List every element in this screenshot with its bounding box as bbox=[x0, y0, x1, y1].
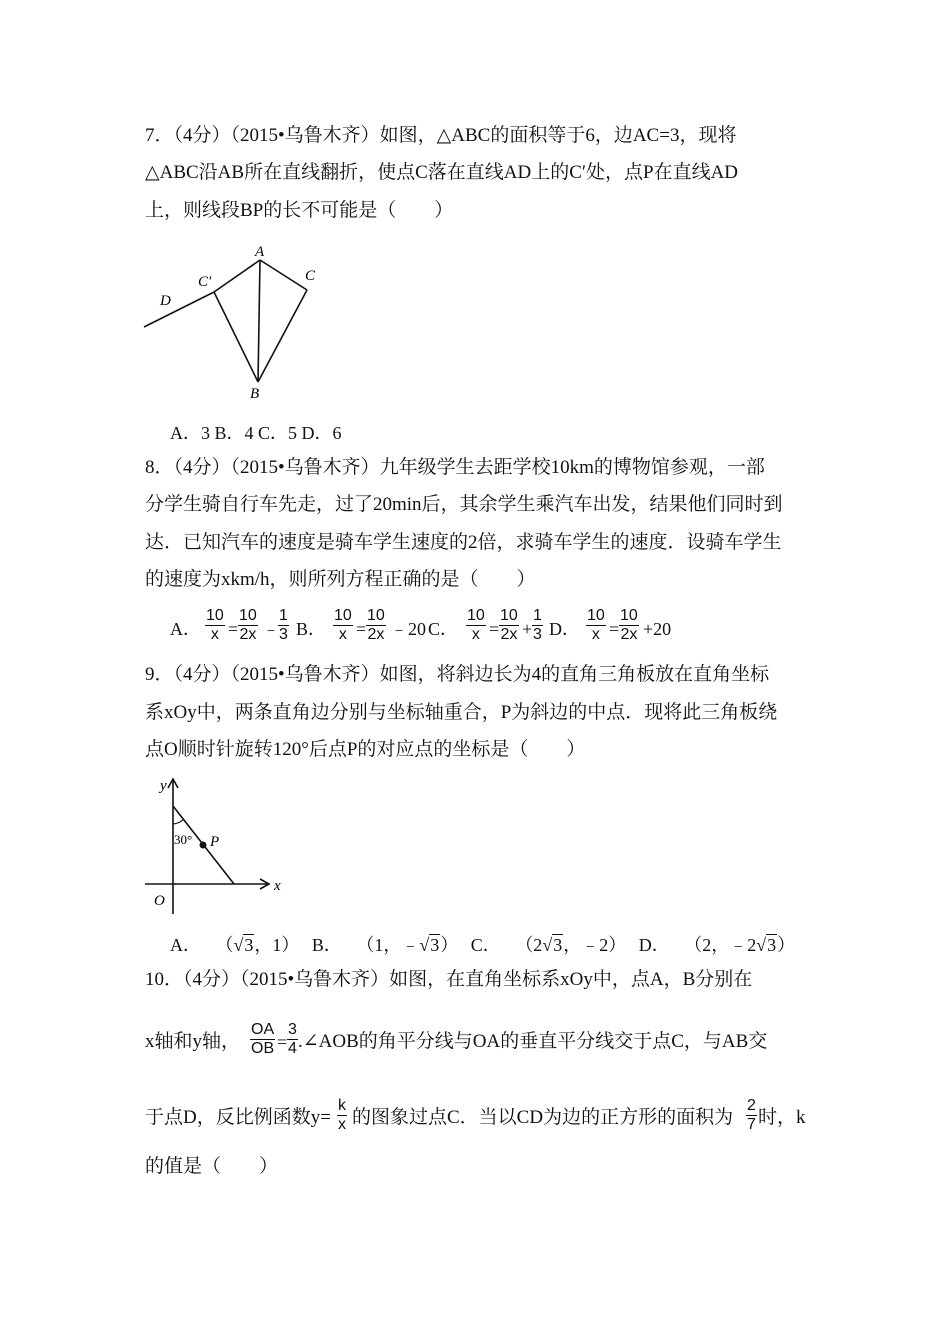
q9-option-c-label[interactable]: C． bbox=[470, 935, 501, 955]
q8-option-a-label[interactable]: A． bbox=[170, 619, 201, 639]
q9-a-open: （ bbox=[215, 935, 234, 955]
q8-a-frac-2: $\frac{10}{2x}$ bbox=[239, 607, 257, 643]
label-o: O bbox=[154, 893, 165, 909]
label-a: A bbox=[255, 244, 265, 260]
label-d: D bbox=[160, 293, 171, 309]
q10-frac-3-4: $\frac{3}{4}$ bbox=[288, 1021, 297, 1057]
label-y: y bbox=[160, 778, 167, 794]
q9-figure bbox=[140, 772, 300, 920]
q8-line-2: 分学生骑自行车先走，过了20min后，其余学生乘汽车出发，结果他们同时到 bbox=[145, 494, 783, 515]
q10-line-3-post: 时，k bbox=[758, 1107, 806, 1128]
q9-b-rest: ） bbox=[440, 935, 459, 955]
segment-cprime-a bbox=[214, 260, 260, 292]
q9-option-d-label[interactable]: D． bbox=[638, 935, 670, 955]
segment-c-b bbox=[258, 290, 307, 382]
q8-b-frac-2: $\frac{10}{2x}$ bbox=[367, 607, 385, 643]
q8-option-c-label[interactable]: C． bbox=[428, 619, 459, 639]
q9-line-2: 系xOy中，两条直角边分别与坐标轴重合，P为斜边的中点．现将此三角板绕 bbox=[145, 702, 778, 723]
q8-d-frac-2: $\frac{10}{2x}$ bbox=[620, 607, 638, 643]
q8-d-eq: = bbox=[609, 619, 620, 639]
q10-eq: = bbox=[277, 1032, 288, 1052]
q8-b-minus-20: ﹣20 bbox=[390, 619, 426, 639]
segment-cprime-b bbox=[214, 292, 258, 382]
q8-c-frac-2: $\frac{10}{2x}$ bbox=[500, 607, 518, 643]
q8-b-frac-1: $\frac{10}{x}$ bbox=[334, 607, 352, 643]
q8-c-frac-3: $\frac{1}{3}$ bbox=[533, 607, 542, 643]
q8-c-eq: = bbox=[489, 619, 500, 639]
q9-option-b-label[interactable]: B． bbox=[311, 935, 342, 955]
label-cprime: C′ bbox=[198, 274, 212, 290]
q8-d-frac-1: $\frac{10}{x}$ bbox=[587, 607, 605, 643]
q9-a-rest: ，1） bbox=[254, 935, 300, 955]
segment-a-c bbox=[260, 260, 307, 290]
q9-c-rest: ，﹣2） bbox=[563, 935, 627, 955]
label-angle: 30° bbox=[174, 832, 193, 847]
label-x: x bbox=[274, 878, 281, 894]
q9-options bbox=[170, 933, 795, 957]
label-p: P bbox=[210, 834, 220, 850]
q7-options[interactable]: A．3 B．4 C．5 D．6 bbox=[170, 423, 342, 443]
q9-b-open: （1，﹣ bbox=[356, 935, 420, 955]
q8-a-frac-1: $\frac{10}{x}$ bbox=[206, 607, 224, 643]
q9-c-sqrt: √3 bbox=[542, 935, 563, 955]
q8-d-plus-20: +20 bbox=[643, 619, 672, 639]
point-p bbox=[200, 842, 207, 849]
q10-line-2-pre: x轴和y轴， bbox=[145, 1031, 241, 1052]
q9-b-sqrt: √3 bbox=[419, 935, 440, 955]
q9-line-1: 9．（4分）（2015•乌鲁木齐）如图，将斜边长为4的直角三角板放在直角坐标 bbox=[145, 664, 770, 685]
q10-line-1: 10．（4分）（2015•乌鲁木齐）如图，在直角坐标系xOy中，点A，B分别在 bbox=[145, 969, 753, 990]
q8-line-4: 的速度为xkm/h，则所列方程正确的是（ ） bbox=[145, 569, 536, 590]
q8-a-frac-3: $\frac{1}{3}$ bbox=[279, 607, 288, 643]
q8-c-frac-1: $\frac{10}{x}$ bbox=[467, 607, 485, 643]
q9-d-rest: ） bbox=[777, 935, 796, 955]
q9-option-a-label[interactable]: A． bbox=[170, 935, 201, 955]
q9-line-3: 点O顺时针旋转120°后点P的对应点的坐标是（ ） bbox=[145, 739, 586, 760]
q9-c-open: （2 bbox=[515, 935, 543, 955]
q8-option-d-label[interactable]: D． bbox=[549, 619, 580, 639]
label-b: B bbox=[250, 386, 260, 402]
q9-a-sqrt: √3 bbox=[233, 935, 254, 955]
q8-c-plus: + bbox=[522, 619, 533, 639]
line-d-to-cprime bbox=[144, 292, 214, 327]
q8-option-b-label[interactable]: B． bbox=[296, 619, 327, 639]
angle-arc bbox=[173, 819, 184, 824]
q8-line-3: 达．已知汽车的速度是骑车学生速度的2倍，求骑车学生的速度．设骑车学生 bbox=[145, 532, 782, 553]
segment-a-b bbox=[258, 260, 260, 382]
q10-line-3-pre: 于点D，反比例函数y= bbox=[145, 1107, 331, 1128]
q7-line-3: 上，则线段BP的长不可能是（ ） bbox=[145, 200, 454, 221]
label-c: C bbox=[305, 268, 316, 284]
q7-line-1: 7．（4分）（2015•乌鲁木齐）如图，△ABC的面积等于6，边AC=3，现将 bbox=[145, 125, 737, 146]
q7-line-2: △ABC沿AB所在直线翻折，使点C落在直线AD上的C′处，点P在直线AD bbox=[145, 162, 739, 183]
q8-a-eq: = bbox=[228, 619, 239, 639]
q10-frac-k-x: $\frac{k}{x}$ bbox=[338, 1097, 346, 1133]
q8-b-eq: = bbox=[356, 619, 367, 639]
q7-figure bbox=[140, 240, 340, 405]
q8-a-minus: ﹣ bbox=[262, 619, 280, 639]
q8-line-1: 8．（4分）（2015•乌鲁木齐）九年级学生去距学校10km的博物馆参观，一部 bbox=[145, 457, 765, 478]
q10-frac-oa-ob: $\frac{OA}{OB}$ bbox=[251, 1021, 275, 1057]
q10-line-4: 的值是（ ） bbox=[145, 1156, 279, 1177]
q9-d-open: （2，﹣2 bbox=[684, 935, 757, 955]
q10-line-3-mid: 的图象过点C．当以CD为边的正方形的面积为 bbox=[352, 1107, 734, 1128]
q10-line-2-post: .∠AOB的角平分线与OA的垂直平分线交于点C，与AB交 bbox=[298, 1031, 768, 1052]
q9-d-sqrt: √3 bbox=[756, 935, 777, 955]
q10-frac-2-7: $\frac{2}{7}$ bbox=[747, 1097, 756, 1133]
